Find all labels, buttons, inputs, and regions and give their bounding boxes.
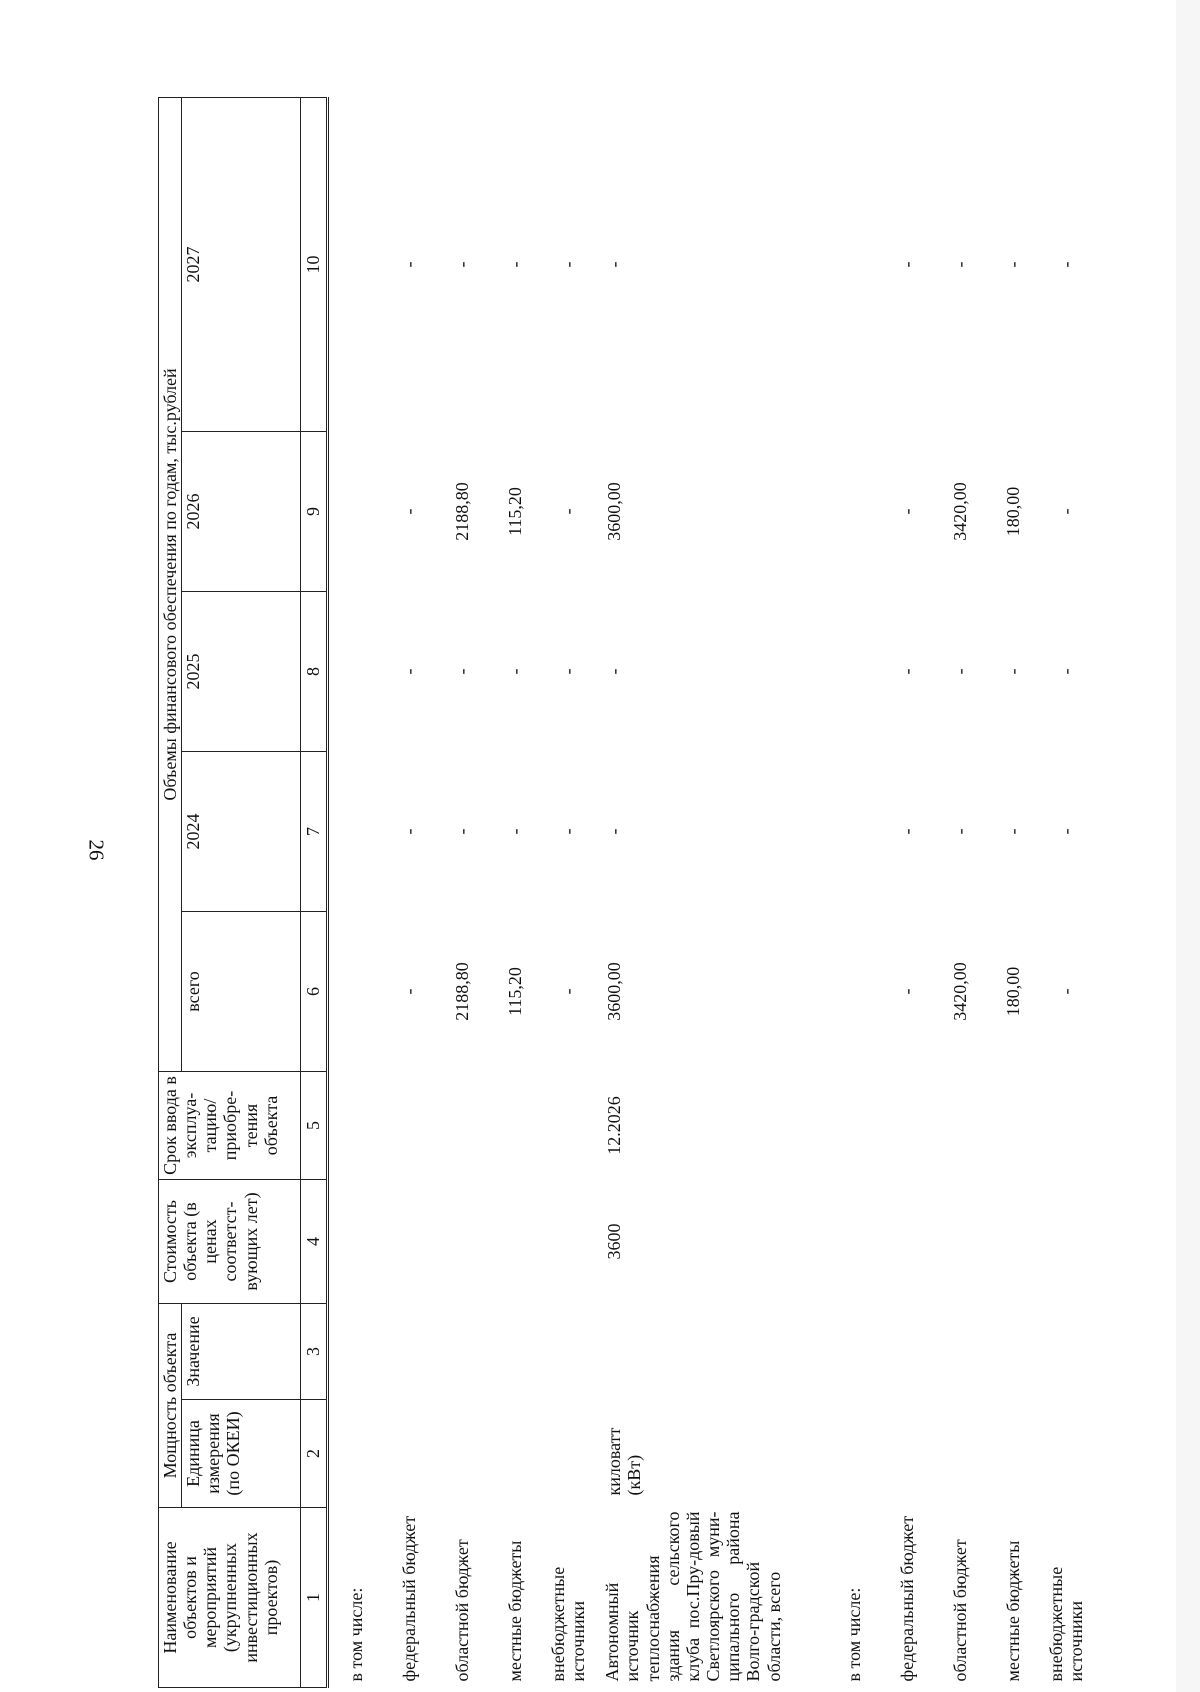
cell-2024: - [451, 828, 472, 835]
cell-total [328, 912, 383, 1072]
cell-2024: - [604, 828, 625, 835]
cell-cost [986, 1180, 1039, 1304]
cell-term [880, 1072, 933, 1180]
cell-cost [880, 1180, 933, 1304]
cell-2024: - [896, 828, 917, 835]
cell-2027: - [1055, 261, 1076, 268]
row-name: в том числе: [345, 1587, 366, 1682]
cell-2024: - [1055, 828, 1076, 835]
cell-total: 3420,00 [949, 962, 970, 1021]
table-body [328, 97, 1093, 1687]
cell-value [328, 1304, 383, 1400]
cell-2027: - [451, 261, 472, 268]
cell-term [382, 1072, 435, 1180]
table-row [827, 97, 880, 1687]
cell-total: - [896, 988, 917, 995]
cell-term [1039, 1072, 1092, 1180]
column-number: 6 [301, 912, 328, 1072]
cell-value [827, 1304, 880, 1400]
table-row [435, 97, 488, 1687]
column-number: 2 [301, 1400, 328, 1508]
cell-2027: - [949, 261, 970, 268]
table-header [159, 97, 328, 1687]
row-name: местные бюджеты [1002, 1540, 1023, 1682]
cell-term [488, 1072, 541, 1180]
header-power: Мощность объекта [159, 1304, 182, 1508]
cell-total: 3600,00 [604, 962, 625, 1021]
cell-value [435, 1304, 488, 1400]
cell-2027: - [398, 261, 419, 268]
cell-2024: - [949, 828, 970, 835]
cell-2024: - [1002, 828, 1023, 835]
cell-value [880, 1304, 933, 1400]
cell-cost [488, 1180, 541, 1304]
header-total: всего [182, 912, 301, 1072]
cell-total: 180,00 [1002, 966, 1023, 1017]
cell-total: - [398, 988, 419, 995]
cell-unit [986, 1400, 1039, 1508]
row-name: Автономный источник теплоснабжения здания сельского клуба пос.Пру-довый Светлоярского муни-ципального района Волго-градской области, всего [602, 1511, 784, 1682]
table-row [328, 97, 383, 1687]
header-year-2025: 2025 [182, 592, 301, 752]
cell-cost [382, 1180, 435, 1304]
column-number: 9 [301, 432, 328, 592]
cell-term [827, 1072, 880, 1180]
cell-value [594, 1304, 827, 1400]
row-name: местные бюджеты [504, 1540, 525, 1682]
cell-2026 [328, 432, 383, 592]
cell-unit [328, 1400, 383, 1508]
cell-2025: - [949, 668, 970, 675]
column-number: 5 [301, 1072, 328, 1180]
column-number: 1 [301, 1508, 328, 1688]
table-row [933, 97, 986, 1687]
cell-cost: 3600 [604, 1223, 625, 1260]
cell-2025: - [504, 668, 525, 675]
cell-2024: - [504, 828, 525, 835]
cell-value [488, 1304, 541, 1400]
cell-2025: - [557, 668, 578, 675]
cell-2026: - [398, 508, 419, 515]
cell-2026: - [557, 508, 578, 515]
table-row [1039, 97, 1092, 1687]
cell-unit: киловатт (кВт) [604, 1427, 645, 1496]
cell-cost [827, 1180, 880, 1304]
cell-2027 [827, 97, 880, 431]
cell-2025: - [1002, 668, 1023, 675]
cell-unit [435, 1400, 488, 1508]
cell-2024 [328, 752, 383, 912]
row-name: внебюджетные источники [547, 1566, 588, 1682]
cell-unit [1039, 1400, 1092, 1508]
cell-2026: 115,20 [504, 487, 525, 536]
cell-total: - [557, 988, 578, 995]
table-row [382, 97, 435, 1687]
cell-2024: - [398, 828, 419, 835]
cell-value [541, 1304, 594, 1400]
column-number: 8 [301, 592, 328, 752]
cell-unit [880, 1400, 933, 1508]
row-name: внебюджетные источники [1045, 1566, 1086, 1682]
cell-term [541, 1072, 594, 1180]
cell-2026 [827, 432, 880, 592]
cell-value [933, 1304, 986, 1400]
cell-unit [488, 1400, 541, 1508]
cell-unit [827, 1400, 880, 1508]
cell-2025: - [896, 668, 917, 675]
cell-cost [435, 1180, 488, 1304]
cell-term [986, 1072, 1039, 1180]
column-number: 10 [301, 97, 328, 431]
cell-2025: - [604, 668, 625, 675]
cell-2027: - [604, 261, 625, 268]
row-name: областной бюджет [451, 1539, 472, 1682]
cell-total: 115,20 [504, 967, 525, 1016]
cell-2027 [328, 97, 383, 431]
cell-unit [541, 1400, 594, 1508]
cell-2025 [328, 592, 383, 752]
cell-2025 [827, 592, 880, 752]
header-value: Значение [182, 1304, 301, 1400]
cell-2025: - [398, 668, 419, 675]
cell-term [328, 1072, 383, 1180]
cell-term [933, 1072, 986, 1180]
header-term: Срок ввода в эксплуа-тацию/ приобре-тения объекта [159, 1072, 301, 1180]
cell-2027: - [504, 261, 525, 268]
row-name: федеральный бюджет [896, 1515, 917, 1682]
cell-2026: - [1055, 508, 1076, 515]
column-number: 3 [301, 1304, 328, 1400]
header-year-2024: 2024 [182, 752, 301, 912]
header-cost: Стоимость объекта (в ценах соответст-вующих лет) [159, 1180, 301, 1304]
cell-term: 12.2026 [604, 1096, 625, 1155]
cell-cost [933, 1180, 986, 1304]
header-year-2026: 2026 [182, 432, 301, 592]
table-row [488, 97, 541, 1687]
cell-total [827, 912, 880, 1072]
cell-2026: 3420,00 [949, 482, 970, 541]
cell-value [986, 1304, 1039, 1400]
cell-2026: 2188,80 [451, 482, 472, 541]
column-number: 7 [301, 752, 328, 912]
cell-2027: - [1002, 261, 1023, 268]
cell-cost [1039, 1180, 1092, 1304]
cell-term [435, 1072, 488, 1180]
cell-cost [328, 1180, 383, 1304]
row-name: в том числе: [843, 1587, 864, 1682]
cell-2026: 3600,00 [604, 482, 625, 541]
page-number: 26 [84, 839, 109, 861]
cell-2027: - [896, 261, 917, 268]
header-year-2027: 2027 [182, 97, 301, 431]
table-row [986, 97, 1039, 1687]
cell-2027: - [557, 261, 578, 268]
row-name: областной бюджет [949, 1539, 970, 1682]
header-unit: Единица измерения (по ОКЕИ) [182, 1400, 301, 1508]
cell-2024: - [557, 828, 578, 835]
cell-unit [933, 1400, 986, 1508]
cell-2025: - [1055, 668, 1076, 675]
column-number: 4 [301, 1180, 328, 1304]
cell-value [382, 1304, 435, 1400]
row-name: федеральный бюджет [398, 1515, 419, 1682]
table-row [594, 97, 827, 1687]
header-object-name: Наименование объектов и мероприятий (укрупненных инвестиционных проектов) [159, 1508, 301, 1688]
cell-2026: 180,00 [1002, 486, 1023, 537]
header-funding: Объемы финансового обеспечения по годам, тыс.рублей [159, 97, 182, 1071]
rotated-table-container [158, 98, 1086, 1688]
table-row [541, 97, 594, 1687]
cell-total: 2188,80 [451, 962, 472, 1021]
table-row [880, 97, 933, 1687]
cell-2026: - [896, 508, 917, 515]
funding-table [158, 97, 1092, 1688]
cell-2024 [827, 752, 880, 912]
cell-2025: - [451, 668, 472, 675]
cell-value [1039, 1304, 1092, 1400]
cell-unit [382, 1400, 435, 1508]
cell-cost [541, 1180, 594, 1304]
cell-total: - [1055, 988, 1076, 995]
